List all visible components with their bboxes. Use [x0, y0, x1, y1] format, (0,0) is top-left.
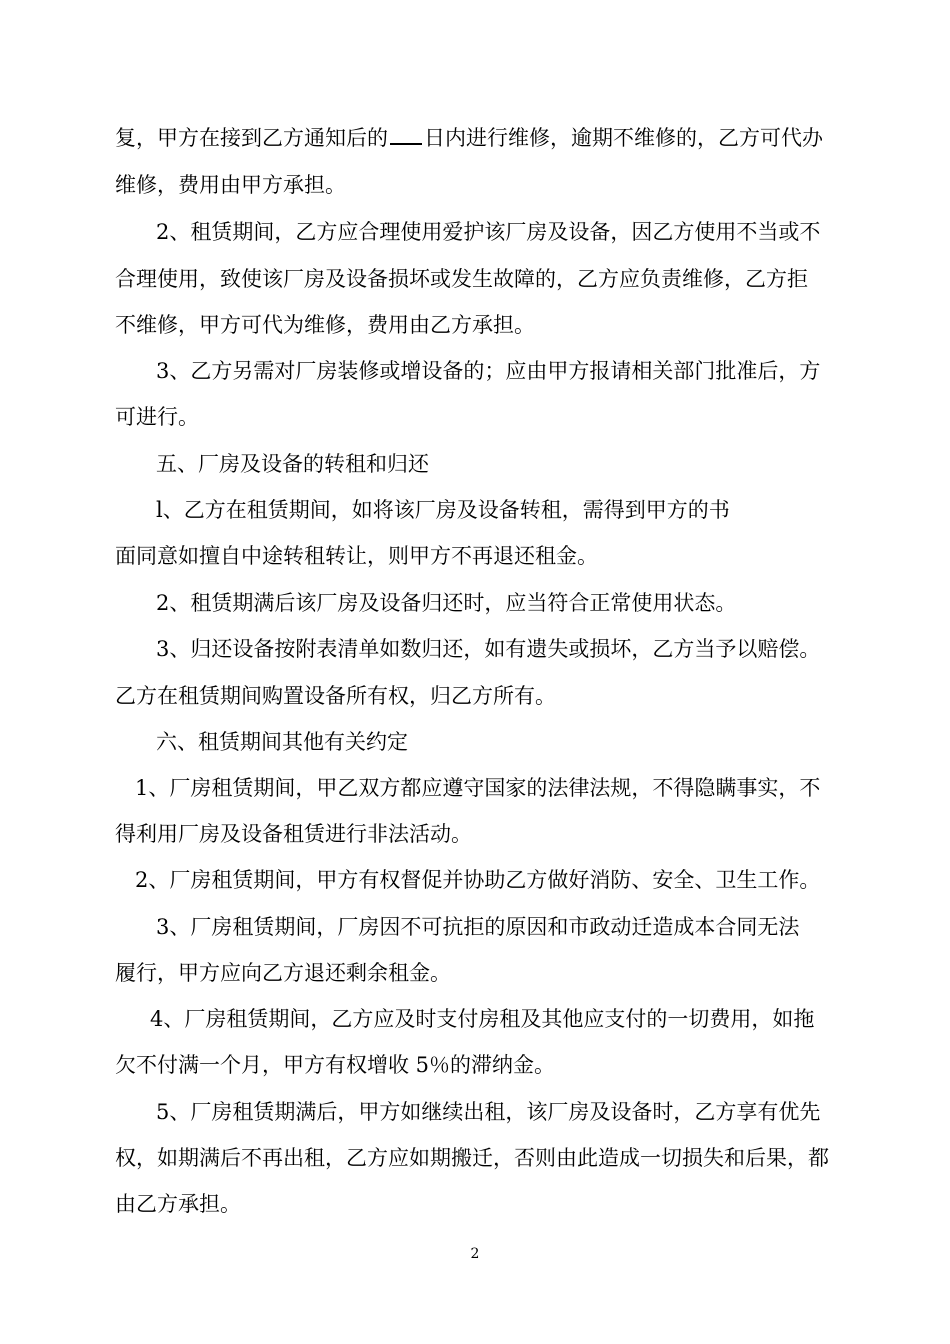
fill-in-blank: [390, 125, 422, 145]
paragraph-line: 可进行。: [115, 405, 199, 429]
section-heading: 六、租赁期间其他有关约定: [156, 730, 408, 754]
paragraph-line: 3、厂房租赁期间，厂房因不可抗拒的原因和市政动迁造成本合同无法: [156, 915, 800, 939]
paragraph-line: 欠不付满一个月，甲方有权增收 5％的滞纳金。: [115, 1053, 556, 1077]
paragraph-line: 5、厂房租赁期满后，甲方如继续出租，该厂房及设备时，乙方享有优先: [156, 1100, 821, 1124]
paragraph-line: 履行，甲方应向乙方退还剩余租金。: [115, 961, 451, 985]
paragraph-line: 2、租赁期间，乙方应合理使用爱护该厂房及设备，因乙方使用不当或不: [156, 220, 821, 244]
section-heading: 五、厂房及设备的转租和归还: [156, 452, 429, 476]
paragraph-line: 3、归还设备按附表清单如数归还，如有遗失或损坏，乙方当予以赔偿。: [156, 637, 821, 661]
paragraph-line: 2、租赁期满后该厂房及设备归还时，应当符合正常使用状态。: [156, 591, 737, 615]
paragraph-line: 4、厂房租赁期间，乙方应及时支付房租及其他应支付的一切费用，如拖: [150, 1007, 815, 1031]
paragraph-line: 得利用厂房及设备租赁进行非法活动。: [115, 822, 472, 846]
paragraph-line: 不维修，甲方可代为维修，费用由乙方承担。: [115, 313, 535, 337]
text-segment: 复，甲方在接到乙方通知后的: [115, 126, 388, 150]
paragraph-line: 1、厂房租赁期间，甲乙双方都应遵守国家的法律法规，不得隐瞒事实，不: [135, 776, 821, 800]
paragraph-line: 合理使用，致使该厂房及设备损坏或发生故障的，乙方应负责维修，乙方拒: [115, 267, 808, 291]
paragraph-line: 由乙方承担。: [115, 1192, 241, 1216]
paragraph-line: 权，如期满后不再出租，乙方应如期搬迁，否则由此造成一切损失和后果，都: [115, 1146, 829, 1170]
text-segment: 日内进行维修，逾期不维修的，乙方可代办: [424, 126, 823, 150]
paragraph-line: 维修，费用由甲方承担。: [115, 173, 346, 197]
paragraph-line: 2、厂房租赁期间，甲方有权督促并协助乙方做好消防、安全、卫生工作。: [135, 868, 821, 892]
paragraph-line: l、乙方在租赁期间，如将该厂房及设备转租，需得到甲方的书: [156, 498, 730, 522]
paragraph-line: 3、乙方另需对厂房装修或增设备的；应由甲方报请相关部门批准后，方: [156, 359, 821, 383]
paragraph-line: 面同意如擅自中途转租转让，则甲方不再退还租金。: [115, 544, 598, 568]
paragraph-line: 乙方在租赁期间购置设备所有权，归乙方所有。: [115, 684, 556, 708]
paragraph-line: [115, 124, 823, 152]
page-number: 2: [470, 1246, 480, 1262]
